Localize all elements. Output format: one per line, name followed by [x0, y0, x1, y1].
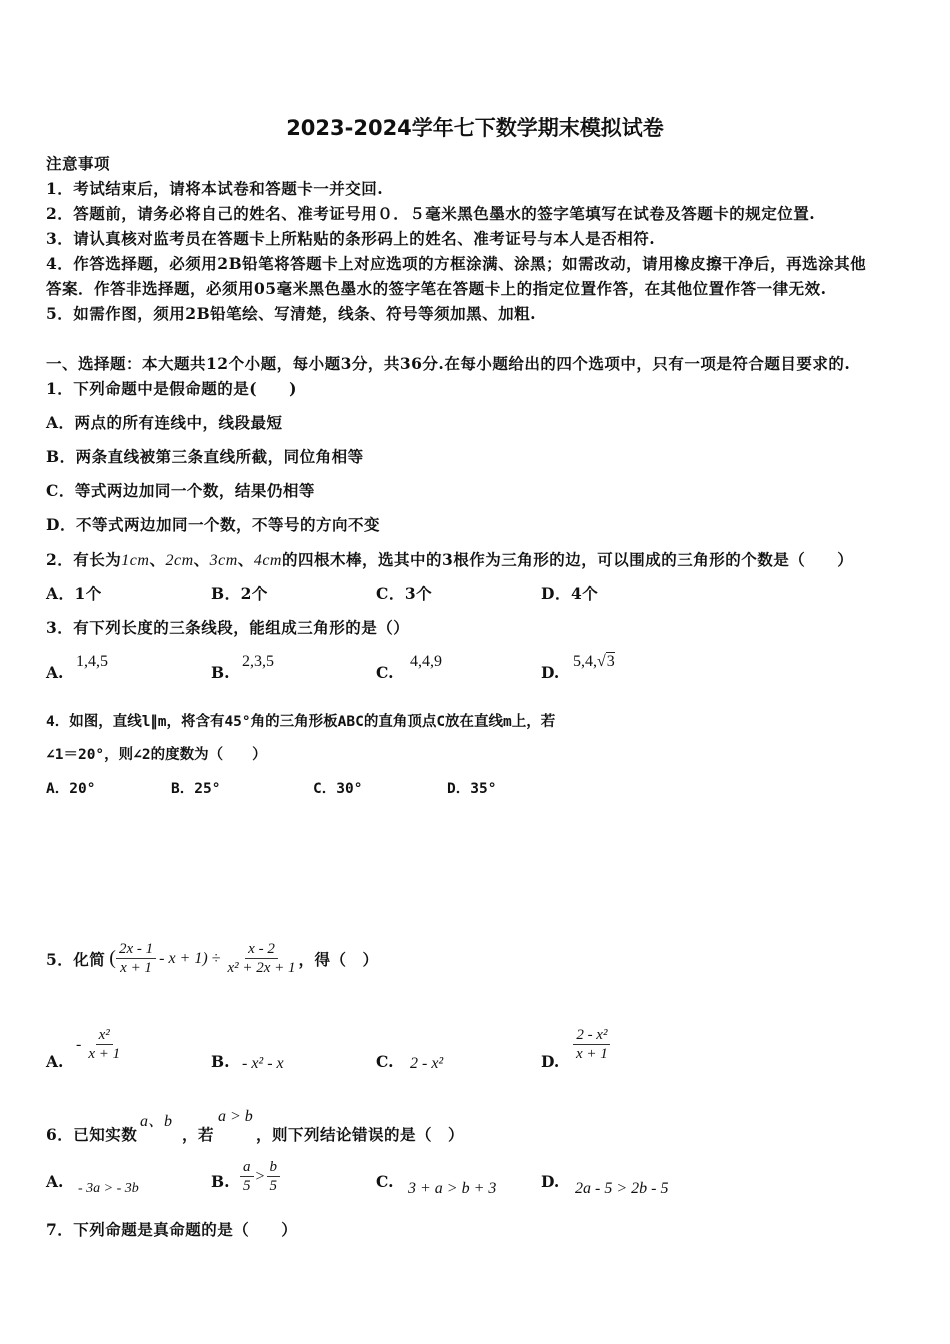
q5-option-c: 2 - x²	[410, 1055, 444, 1072]
q1-option-a: A．两点的所有连线中，线段最短	[46, 413, 283, 432]
q6-option-b-greater: >	[255, 1167, 265, 1185]
notice-item-2: 2．答题前，请务必将自己的姓名、准考证号用０．５毫米黑色墨水的签字笔填写在试卷及答题卡的规定位置.	[46, 204, 816, 223]
q5-option-d-fraction	[573, 1026, 611, 1063]
q4-option-c: C．30°	[313, 781, 363, 797]
q5-option-a-sign: -	[76, 1035, 82, 1053]
q6-option-b	[240, 1158, 280, 1195]
q2-length-1: 1cm	[121, 552, 150, 569]
q6-label-c: C.	[376, 1172, 394, 1191]
q5-fraction-1-numerator: 2x - 1	[116, 940, 156, 959]
section-heading: 一、选择题：本大题共12个小题，每小题3分，共36分.在每小题给出的四个选项中，只有一项是符合题目要求的.	[46, 354, 851, 373]
q6-option-b-fraction-1	[240, 1158, 254, 1195]
q3-value-c: 4,4,9	[410, 653, 442, 670]
notice-item-5: 5．如需作图，须用2B铅笔绘、写清楚，线条、符号等须加黑、加粗.	[46, 304, 537, 323]
q2-sep: 、	[193, 550, 210, 569]
q2-sep: 、	[149, 550, 166, 569]
q1-option-d: D．不等式两边加同一个数，不等号的方向不变	[46, 515, 380, 534]
q5-option-d-numerator: 2 - x²	[573, 1026, 610, 1045]
q5-option-a-fraction	[85, 1026, 123, 1063]
q5-fraction-1	[116, 940, 156, 977]
notice-item-1: 1．考试结束后，请将本试卷和答题卡一并交回.	[46, 179, 384, 198]
q6-option-a: - 3a > - 3b	[78, 1181, 139, 1196]
q3-sqrt-value: 3	[606, 653, 615, 670]
q3-label-c: C.	[376, 663, 394, 682]
q1-stem: 1．下列命题中是假命题的是( )	[46, 379, 297, 398]
q5-left-paren: (	[109, 947, 116, 969]
q5-option-a-denominator: x + 1	[88, 1046, 121, 1062]
q4-line-2: ∠1＝20°，则∠2的度数为（ ）	[46, 747, 267, 763]
notice-item-4: 4．作答选择题，必须用2B铅笔将答题卡上对应选项的方框涂满、涂黑；如需改动，请用橡皮擦干净后，再选涂其他	[46, 254, 867, 273]
q5-divide: ÷	[211, 949, 221, 967]
q6-option-b-denominator-2: 5	[269, 1178, 278, 1194]
q4-option-b: B．25°	[171, 781, 221, 797]
q1-option-c: C．等式两边加同一个数，结果仍相等	[46, 481, 315, 500]
q5-option-d	[573, 1026, 611, 1063]
q6-option-b-numerator-2: b	[267, 1158, 281, 1177]
q3-label-a: A.	[46, 663, 64, 682]
q2-length-2: 2cm	[165, 552, 194, 569]
q6-label-a: A.	[46, 1172, 64, 1191]
q5-option-b: - x² - x	[242, 1055, 284, 1072]
q6-option-d: 2a - 5 > 2b - 5	[575, 1180, 669, 1197]
q3-value-d-text: 5,4,	[573, 653, 597, 670]
q3-value-b: 2,3,5	[242, 653, 274, 670]
q3-stem: 3．有下列长度的三条线段，能组成三角形的是（）	[46, 618, 410, 637]
q5-fraction-2	[224, 940, 298, 977]
notice-item-4-cont: 答案．作答非选择题，必须用05毫米黑色墨水的签字笔在答题卡上的指定位置作答，在其他位置作答一律无效.	[46, 279, 827, 298]
q5-prefix: 5．化简	[46, 949, 106, 969]
q6-option-c: 3 + a > b + 3	[408, 1180, 497, 1197]
q4-line-1: 4．如图，直线l∥m，将含有45°角的三角形板ABC的直角顶点C放在直线m上，若	[46, 714, 556, 730]
q5-fraction-1-denominator: x + 1	[120, 960, 152, 976]
q4-option-a: A．20°	[46, 781, 96, 797]
page-title: 2023-2024学年七下数学期末模拟试卷	[286, 116, 664, 140]
q2-length-4: 4cm	[253, 552, 282, 569]
q6-label-d: D.	[541, 1172, 560, 1191]
q6-label-b: B.	[211, 1172, 230, 1191]
q5-label-b: B.	[211, 1052, 230, 1071]
q2-length-3: 3cm	[209, 552, 238, 569]
q5-label-c: C.	[376, 1052, 394, 1071]
q5-option-a-numerator: x²	[96, 1026, 113, 1045]
q6-vars: a、b	[140, 1113, 173, 1130]
q2-option-b: B．2个	[211, 584, 268, 603]
q4-option-d: D．35°	[447, 781, 497, 797]
q6-option-b-denominator-1: 5	[243, 1178, 251, 1194]
notice-heading: 注意事项	[46, 154, 111, 173]
q2-stem	[46, 548, 853, 570]
q6-option-b-fraction-2	[267, 1158, 281, 1195]
sqrt-icon: √	[597, 653, 606, 670]
q5-minus-part: - x + 1)	[159, 949, 208, 967]
q2-option-a: A．1个	[46, 584, 102, 603]
q5-option-a	[76, 1026, 123, 1063]
q2-option-d: D．4个	[541, 584, 599, 603]
q2-stem-end: 的四根木棒，选其中的3根作为三角形的边，可以围成的三角形的个数是（ ）	[281, 550, 854, 569]
q2-sep: 、	[237, 550, 254, 569]
q6-option-b-numerator-1: a	[240, 1158, 254, 1177]
q3-value-a: 1,4,5	[76, 653, 108, 670]
q6-prefix: 6．已知实数	[46, 1125, 138, 1144]
q5-suffix: ，得（ ）	[298, 949, 379, 969]
q6-suffix: ，则下列结论错误的是（ ）	[256, 1125, 465, 1144]
q2-stem-start: 2．有长为	[46, 550, 122, 569]
q3-label-d: D.	[541, 663, 560, 682]
q5-stem	[46, 940, 379, 977]
q3-value-d	[573, 653, 615, 671]
notice-item-3: 3．请认真核对监考员在答题卡上所粘贴的条形码上的姓名、准考证号与本人是否相符.	[46, 229, 656, 248]
q7-stem: 7．下列命题是真命题的是（ ）	[46, 1220, 298, 1239]
q2-option-c: C．3个	[376, 584, 433, 603]
q5-label-d: D.	[541, 1052, 560, 1071]
q6-mid: ，若	[182, 1125, 215, 1144]
q5-fraction-2-denominator: x² + 2x + 1	[227, 960, 296, 976]
q5-label-a: A.	[46, 1052, 64, 1071]
q1-option-b: B．两条直线被第三条直线所截，同位角相等	[46, 447, 364, 466]
q5-fraction-2-numerator: x - 2	[245, 940, 278, 959]
q3-label-b: B.	[211, 663, 230, 682]
q5-option-d-denominator: x + 1	[576, 1046, 608, 1062]
q6-condition: a > b	[218, 1108, 253, 1125]
